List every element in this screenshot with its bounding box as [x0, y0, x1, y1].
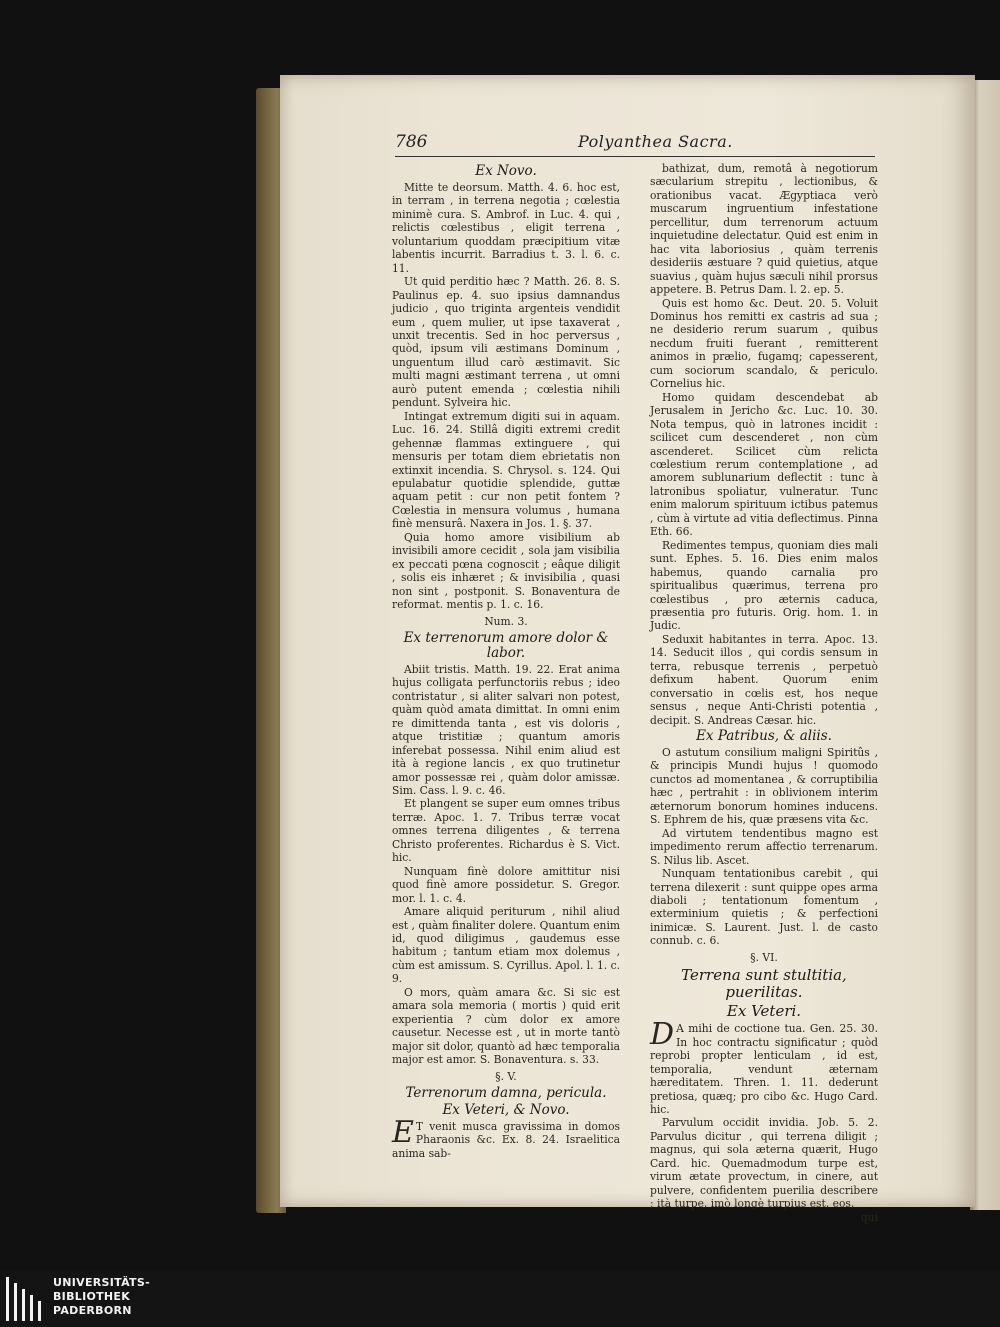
logo-line: UNIVERSITÄTS-: [53, 1276, 150, 1289]
paragraph: Seduxit habitantes in terra. Apoc. 13. 14. Seducit illos , qui cordis sensum in terra, rebusque terrenis , perpetuò defixum habent. Quorum enim conversatio in cœlis est, hos neque sensus , neque Anti-Christi potentia , decipit. S. Andreas Cæsar. hic.: [650, 632, 878, 727]
paragraph: Nunquam finè dolore amittitur nisi quod finè amore possidetur. S. Gregor. mor. l. 1. c. 4.: [392, 864, 620, 905]
paragraph: D A mihi de coctione tua. Gen. 25. 30. In hoc contractu significatur ; quòd reprobi propter lenticulam , id est, temporalia, vendunt æternam hæreditatem. Thren. 1. 11. dederunt pretiosa, quæq; pro cibo &c. Hugo Card. hic.: [650, 1017, 878, 1116]
paragraph: Abiit tristis. Matth. 19. 22. Erat anima hujus colligata perfunctoriis rebus ; ideo contristatur , si aliter salvari non potest, quàm quòd amata dimittat. In omni enim re dimittenda tanta , est vis doloris , atque tristitiæ ; quantum amoris inferebat possessa. Nihil enim aliud est ità à regione lancis , ex quo trutinetur amor possessæ rei , quàm dolor amissæ. Sim. Cass. l. 9. c. 46.: [392, 662, 620, 798]
paragraph: Amare aliquid periturum , nihil aliud est , quàm finaliter dolere. Quantum enim id, quod diligimus , gaudemus esse habitum ; tantum etiam mox dolemus , cùm est amissum. S. Cyrillus. Apol. l. 1. c. 9.: [392, 905, 620, 986]
paragraph: bathizat, dum, remotâ à negotiorum sæcularium strepitu , lectionibus, & orationibus vacat. Ægyptiaca verò muscarum ingruentium infestatione percellitur, dum terrenorum actuum inquietudine delectatur. Quid est enim in hac vita laboriosius , quàm terrenis desideriis æstuare ? quid quietius, atque suavius , quàm hujus sæculi nihil prorsus appetere. B. Petrus Dam. l. 2. ep. 5.: [650, 162, 878, 297]
paragraph: Quis est homo &c. Deut. 20. 5. Voluit Dominus hos remitti ex castris ad sua ; ne desiderio rerum suarum , quibus necdum fruiti fuerant , remitterent animos in prælio, fugamq; capesserent, cum sociorum scandalo, & periculo. Cornelius hic.: [650, 296, 878, 391]
drop-cap: E: [392, 1115, 414, 1150]
paragraph: Mitte te deorsum. Matth. 4. 6. hoc est, in terram , in terrena negotia ; cœlestia minimè cura. S. Ambrof. in Luc. 4. qui , relictis cœlestibus , eligit terrena , voluntarium quoddam præcipitium vitæ labentis incurrit. Barradius t. 3. l. 6. c. 11.: [392, 181, 620, 275]
section-heading: Ex Novo.: [475, 163, 537, 179]
drop-cap: D: [650, 1017, 675, 1053]
library-logo-icon: [6, 1277, 46, 1321]
paragraph: Homo quidam descendebat ab Jerusalem in Jericho &c. Luc. 10. 30. Nota tempus, quò in latrones incidit : scilicet cum descenderet , non cùm ascenderet. Scilicet cùm relicta cœlestium rerum contemplatione , ad amorem sublunarium deflectit : tunc à latronibus spoliatur, vulneratur. Tunc enim malorum spirituum ictibus patemus , cùm à virtute ad vitia deflectimus. Pinna Eth. 66.: [650, 390, 878, 539]
paragraph: Ad virtutem tendentibus magno est impedimento rerum affectio terrenarum. S. Nilus lib. Ascet.: [650, 826, 878, 867]
catchword: qui: [860, 1210, 878, 1224]
section-number: §. V.: [495, 1069, 517, 1083]
paragraph: O astutum consilium maligni Spiritûs , & principis Mundi hujus ! quomodo cunctos ad momentanea , & corruptibilia hæc , pertrahit : in oblivionem interim æternorum bonorum homines inducens. S. Ephrem de his, quæ præsens vita &c.: [650, 746, 878, 827]
paragraph: Redimentes tempus, quoniam dies mali sunt. Ephes. 5. 16. Dies enim malos habemus, quando carnalia pro spiritualibus quærimus, terrena pro cœlestibus , pro æternis caduca, præsentia pro futuris. Orig. hom. 1. in Judic.: [650, 538, 878, 633]
section-heading: Ex terrenorum amore dolor & labor.: [403, 629, 609, 661]
section-heading: Ex Veteri.: [726, 1002, 802, 1021]
paragraph: Quia homo amore visibilium ab invisibili amore cecidit , sola jam visibilia ex peccati pœna cognoscit ; eâque diligit , solis eis inhæret ; & invisibilia , quasi non sint , postponit. S. Bonaventura de reformat. mentis p. 1. c. 16.: [392, 530, 620, 612]
section-number: Num. 3.: [484, 614, 528, 628]
logo-line: BIBLIOTHEK: [53, 1290, 131, 1303]
right-text-column: [650, 162, 878, 1224]
page-number: 786: [395, 132, 428, 152]
paragraph: Parvulum occidit invidia. Job. 5. 2. Parvulus dicitur , qui terrena diligit ; magnus, qui sola æterna quærit, Hugo Card. hic. Quemadmodum turpe est, virum ætate provectum, in cinere, aut pulvere, confidentem puerilia describere ; ità turpe, imò longè turpius est, eos,: [650, 1116, 878, 1211]
section-heading: Terrena sunt stultitia, puerilitas.: [681, 966, 847, 1002]
paragraph: Nunquam tentationibus carebit , qui terrena dilexerit : sunt quippe opes arma diaboli ; tentationum fomentum , exterminium quietis ; & perfectioni inimicæ. S. Laurent. Just. l. de casto connub. c. 6.: [650, 867, 878, 948]
paragraph: E T venit musca gravissima in domos Pharaonis &c. Ex. 8. 24. Israelitica anima sab-: [392, 1115, 620, 1160]
library-logo-text: [53, 1276, 253, 1318]
paragraph: Ut quid perditio hæc ? Matth. 26. 8. S. Paulinus ep. 4. suo ipsius damnandus judicio , quo triginta argenteis vendidit eum , quem mulier, ut ipse taxaverat , unxit trecentis. Sed in hoc perversus , quòd, ipsum vili æstimans Dominum , unguentum illud carò æstimavit. Sic multi magni æstimant terrena , ut omni aurò putent emenda ; cœlestia nihili pendunt. Sylveira hic.: [392, 275, 620, 410]
left-text-column: [392, 162, 620, 1160]
paragraph: O mors, quàm amara &c. Si sic est amara sola memoria ( mortis ) quid erit experientia ? cùm dolor ex amore causetur. Necesse est , ut in morte tantò major sit dolor, quantò ad hæc temporalia major est amor. S. Bonaventura. s. 33.: [392, 985, 620, 1067]
running-title: Polyanthea Sacra.: [578, 132, 733, 151]
section-heading: Ex Patribus, & aliis.: [696, 728, 832, 745]
logo-line: PADERBORN: [53, 1304, 132, 1317]
section-number: §. VI.: [750, 950, 778, 964]
paragraph: Intingat extremum digiti sui in aquam. Luc. 16. 24. Stillâ digiti extremi credit gehennæ flammas extinguere , qui mensuris per totam diem ebrietatis non extinxit incendia. S. Chrysol. s. 124. Qui epulabatur quotidie splendide, guttæ aquam petit : cur non petit fontem ? Cœlestia in mensura volumus , humana finè mensurâ. Naxera in Jos. 1. §. 37.: [392, 409, 620, 531]
section-heading: Ex Veteri, & Novo.: [442, 1102, 570, 1118]
section-heading: Terrenorum damna, pericula.: [405, 1085, 607, 1101]
paragraph: Et plangent se super eum omnes tribus terræ. Apoc. 1. 7. Tribus terræ vocat omnes terrena diligentes , & terrena Christo proferentes. Richardus è S. Vict. hic.: [392, 797, 620, 865]
page-header: [395, 132, 875, 157]
